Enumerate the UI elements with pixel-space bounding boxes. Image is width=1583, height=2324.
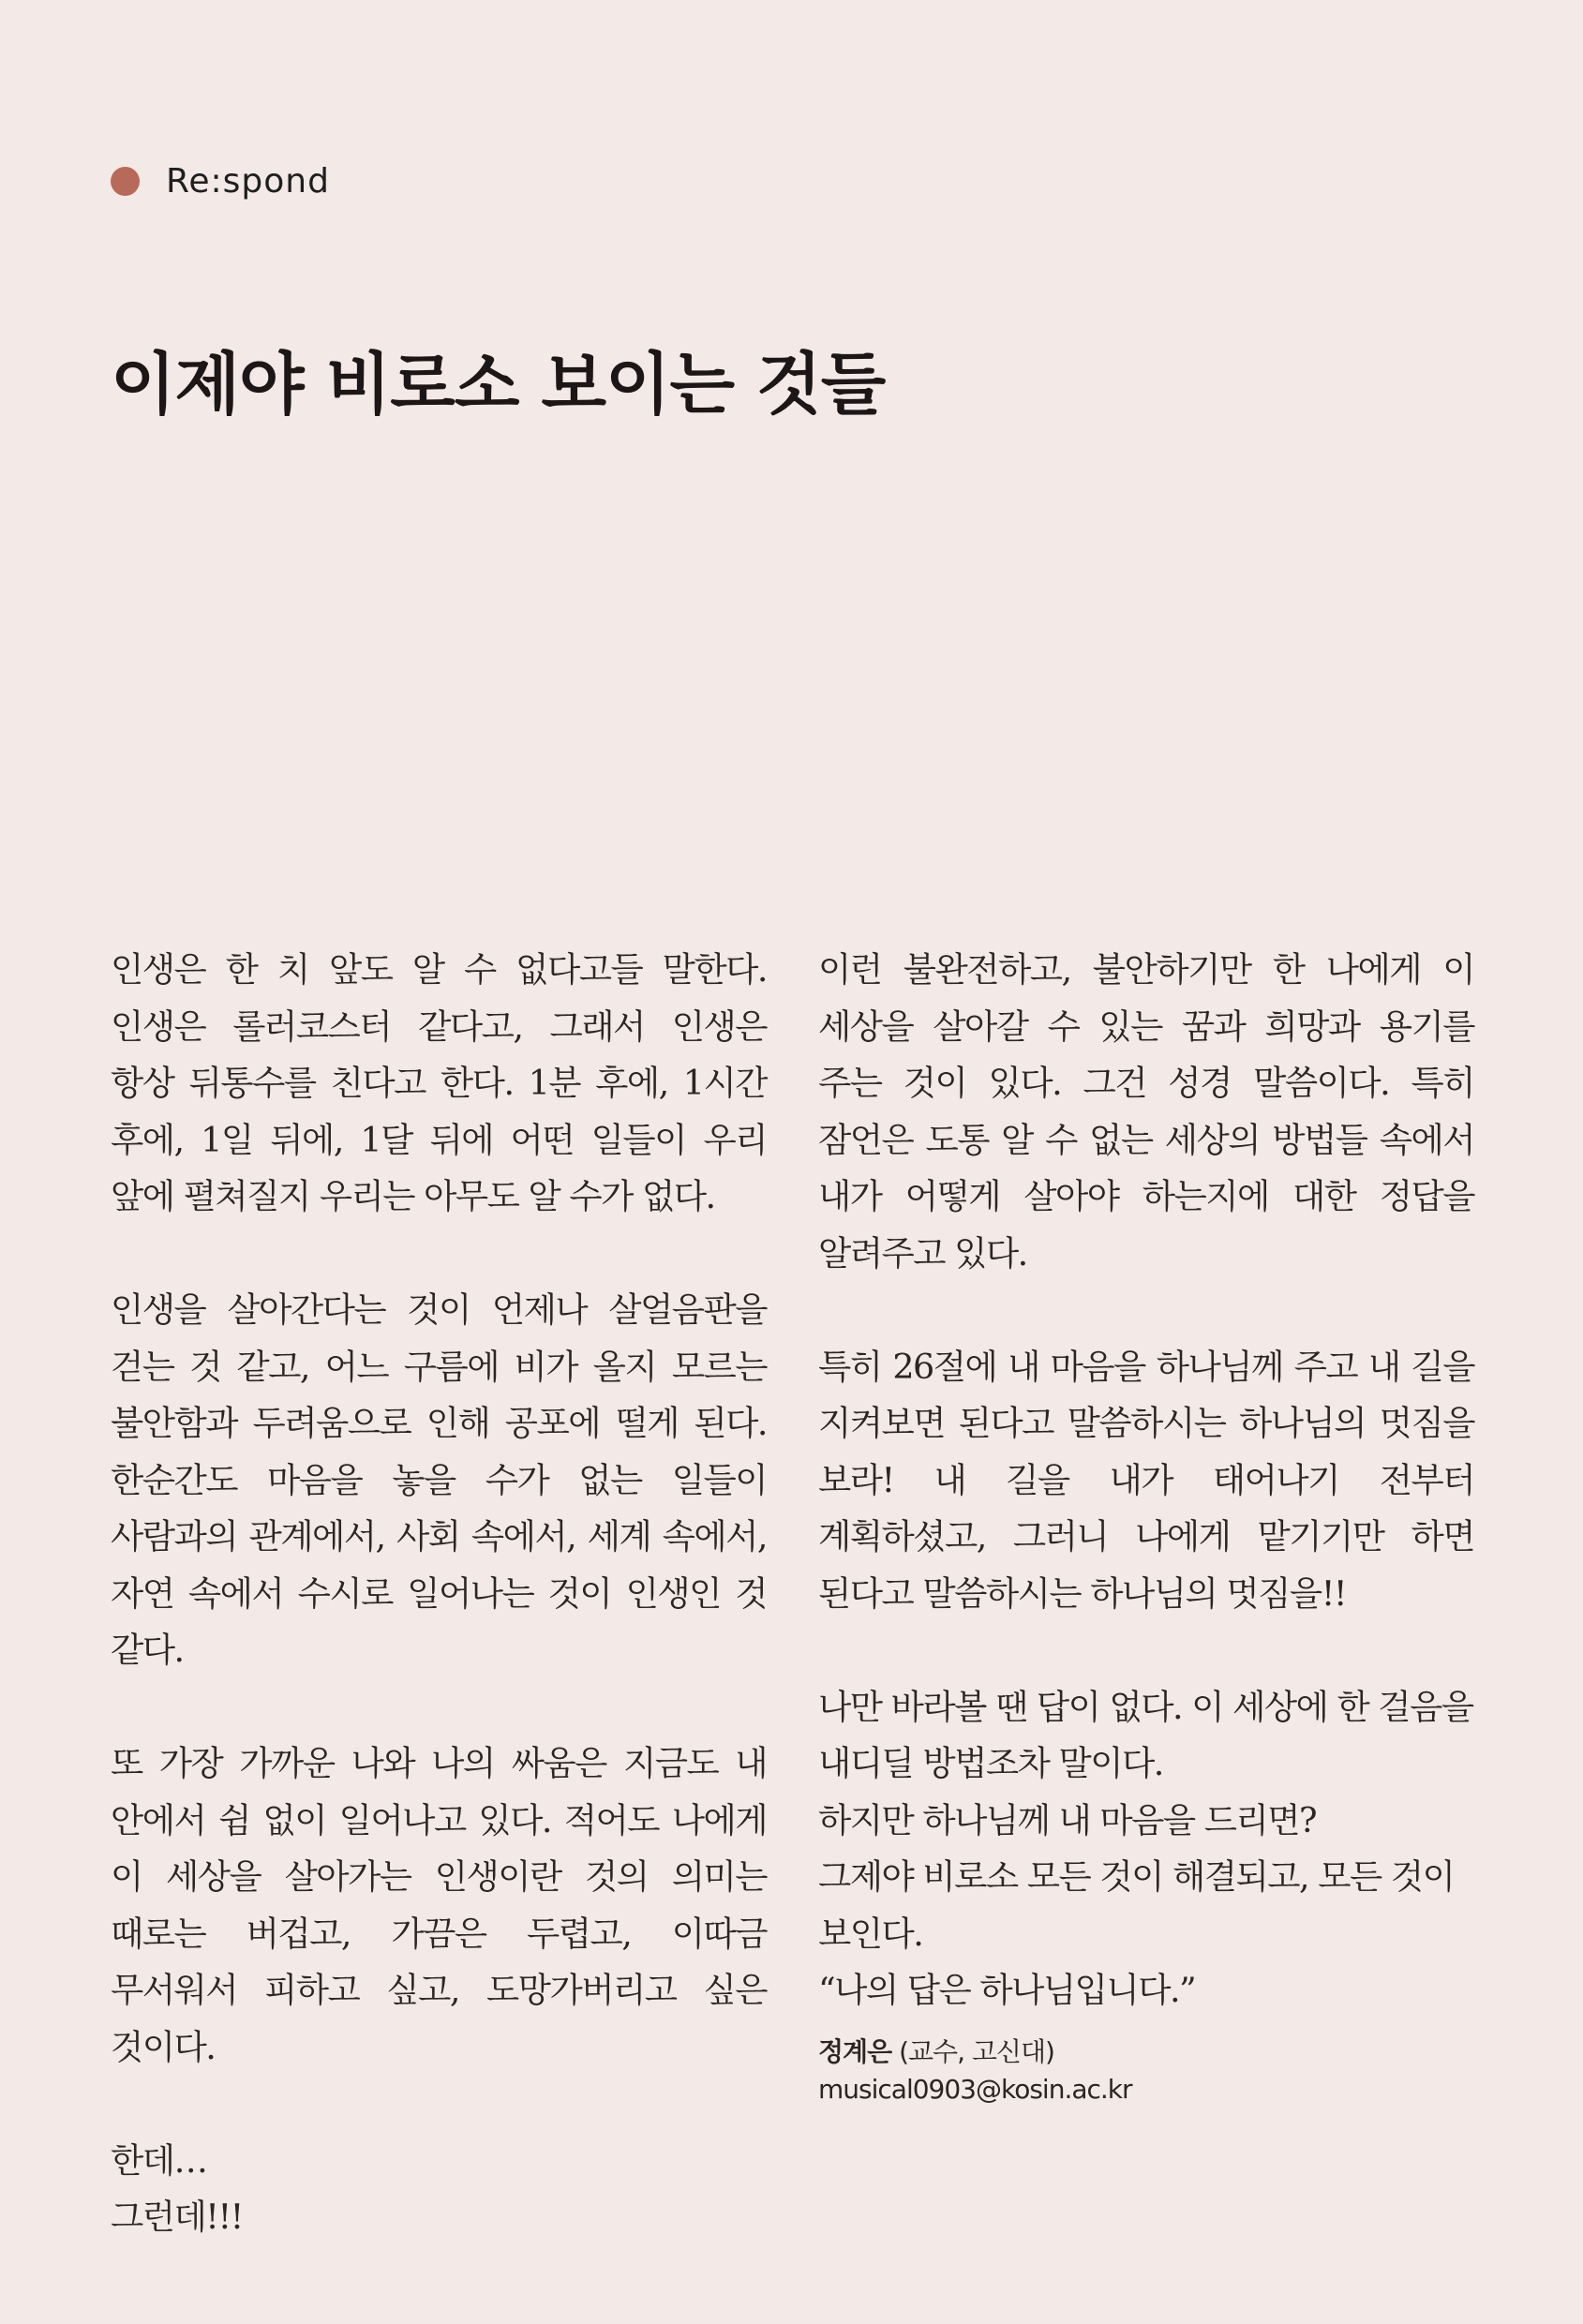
right-column — [818, 942, 1474, 2019]
paragraph: 이런 불완전하고, 불안하기만 한 나에게 이 세상을 살아갈 수 있는 꿈과 희망과 용기를 주는 것이 있다. 그건 성경 말씀이다. 특히 잠언은 도통 알 수 없는 세상의 방법들 속에서 내가 어떻게 살아야 하는지에 대한 정답을 알려주고 있다. — [818, 949, 1474, 1274]
author-name: 정계은 — [818, 2036, 892, 2067]
author-byline — [818, 2034, 1132, 2108]
paragraph: 특히 26절에 내 마음을 하나님께 주고 내 길을 지켜보면 된다고 말씀하시는 하나님의 멋짐을 보라! 내 길을 내가 태어나기 전부터 계획하셨고, 그러니 나에게 맡기기만 하면 된다고 말씀하시는 하나님의 멋짐을!! — [818, 1346, 1474, 1614]
article-title: 이제야 비로소 보이는 것들 — [111, 344, 886, 424]
author-role: (교수, 고신대) — [899, 2036, 1054, 2067]
section-label: Re:spond — [166, 161, 330, 201]
section-dot-icon — [111, 167, 140, 196]
closing-quote: “나의 답은 하나님입니다.” — [818, 1970, 1196, 2010]
left-column — [111, 942, 767, 2246]
paragraph: 또 가장 가까운 나와 나의 싸움은 지금도 내 안에서 쉼 없이 일어나고 있다. 적어도 나에게 이 세상을 살아가는 인생이란 것의 의미는 때로는 버겁고, 가끔은 두렵고, 이따금 무서워서 피하고 싶고, 도망가버리고 싶은 것이다. — [111, 1743, 767, 2067]
author-line — [818, 2034, 1132, 2071]
section-tag — [111, 161, 330, 201]
author-email: musical0903@kosin.ac.kr — [818, 2074, 1132, 2105]
paragraph: 인생은 한 치 앞도 알 수 없다고들 말한다. 인생은 롤러코스터 같다고, 그래서 인생은 항상 뒤통수를 친다고 한다. 1분 후에, 1시간 후에, 1일 뒤에, 1달 뒤에 어떤 일들이 우리 앞에 펼쳐질지 우리는 아무도 알 수가 없다. — [111, 949, 767, 1216]
paragraph-line: 나만 바라볼 땐 답이 없다. 이 세상에 한 걸음을 내디딜 방법조차 말이다. — [818, 1686, 1473, 1783]
paragraph-line: 한데… — [111, 2139, 207, 2181]
paragraph-line: 그제야 비로소 모든 것이 해결되고, 모든 것이 보인다. — [818, 1856, 1455, 1954]
paragraph-line: 그런데!!! — [111, 2197, 243, 2237]
paragraph-line: 하지만 하나님께 내 마음을 드리면? — [818, 1799, 1317, 1840]
paragraph: 인생을 살아간다는 것이 언제나 살얼음판을 걷는 것 같고, 어느 구름에 비가 올지 모르는 불안함과 두려움으로 인해 공포에 떨게 된다. 한순간도 마음을 놓을 수가 없는 일들이 사람과의 관계에서, 사회 속에서, 세계 속에서, 자연 속에서 수시로 일어나는 것이 인생인 것 같다. — [111, 1289, 767, 1670]
